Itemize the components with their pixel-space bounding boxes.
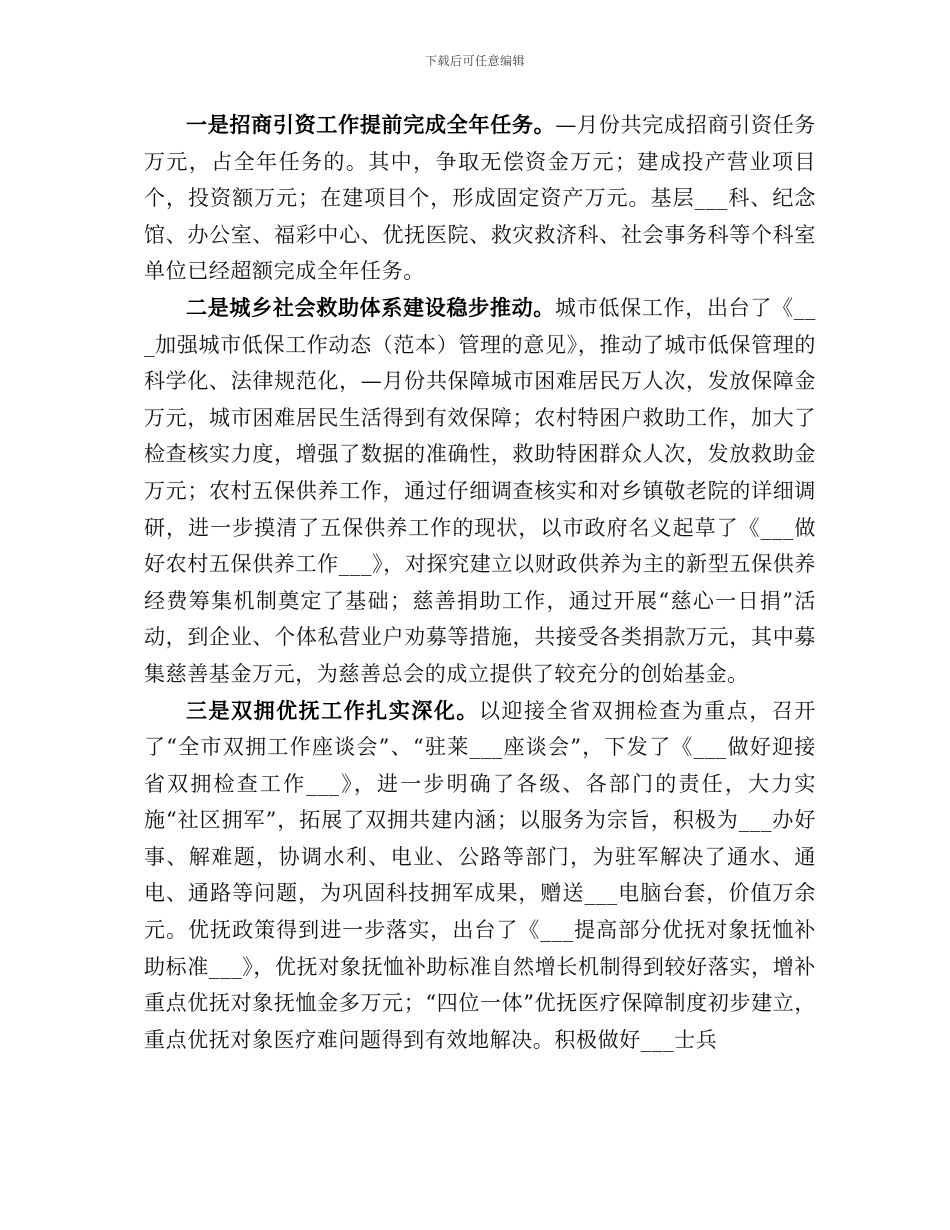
paragraph-investment — [144, 107, 816, 290]
paragraph-text: —月份共完成招商引资任务万元，占全年任务的。其中，争取无偿资金万元；建成投产营业项目个，投资额万元；在建项目个，形成固定资产万元。基层___科、纪念馆、办公室、福彩中心、优抚医院、救灾救济科、社会事务科等个科室单位已经超额完成全年任务。 — [144, 113, 817, 284]
paragraph-text: 以迎接全省双拥检查为重点，召开了“全市双拥工作座谈会”、“驻莱___座谈会”，下发了《___做好迎接省双拥检查工作___》，进一步明确了各级、各部门的责任，大力实施“社区拥军”，拓展了双拥共建内涵；以服务为宗旨，积极为___办好事、解难题，协调水利、电业、公路等部门，为驻军解决了通水、通电、通路等问题，为巩固科技拥军成果，赠送___电脑台套，价值万余元。优抚政策得到进一步落实，出台了《___提高部分优抚对象抚恤补助标准___》，优抚对象抚恤补助标准自然增长机制得到较好落实，增补重点优抚对象抚恤金多万元；“四位一体”优抚医疗保障制度初步建立，重点优抚对象医疗难问题得到有效地解决。积极做好___士兵 — [144, 698, 816, 1052]
paragraph-lead: 一是招商引资工作提前完成全年任务。 — [186, 112, 556, 137]
paragraph-social-assistance — [144, 290, 816, 693]
paragraph-lead: 二是城乡社会救助体系建设稳步推动。 — [186, 294, 556, 320]
document-body — [144, 107, 816, 1058]
paragraph-lead: 三是双拥优抚工作扎实深化。 — [186, 697, 479, 723]
paragraph-military-support — [144, 693, 816, 1059]
paragraph-text: 城市低保工作，出台了《___加强城市低保工作动态（范本）管理的意见》，推动了城市低保管理的科学化、法律规范化，—月份共保障城市困难居民万人次，发放保障金万元，城市困难居民生活得到有效保障；农村特困户救助工作，加大了检查核实力度，增强了数据的准确性，救助特困群众人次，发放救助金万元；农村五保供养工作，通过仔细调查核实和对乡镇敬老院的详细调研，进一步摸清了五保供养工作的现状，以市政府名义起草了《___做好农村五保供养工作___》，对探究建立以财政供养为主的新型五保供养经费筹集机制奠定了基础；慈善捐助工作，通过开展“慈心一日捐”活动，到企业、个体私营业户劝募等措施，共接受各类捐款万元，其中募集慈善基金万元，为慈善总会的成立提供了较充分的创始基金。 — [144, 295, 816, 686]
header-note: 下载后可任意编辑 — [424, 54, 525, 68]
